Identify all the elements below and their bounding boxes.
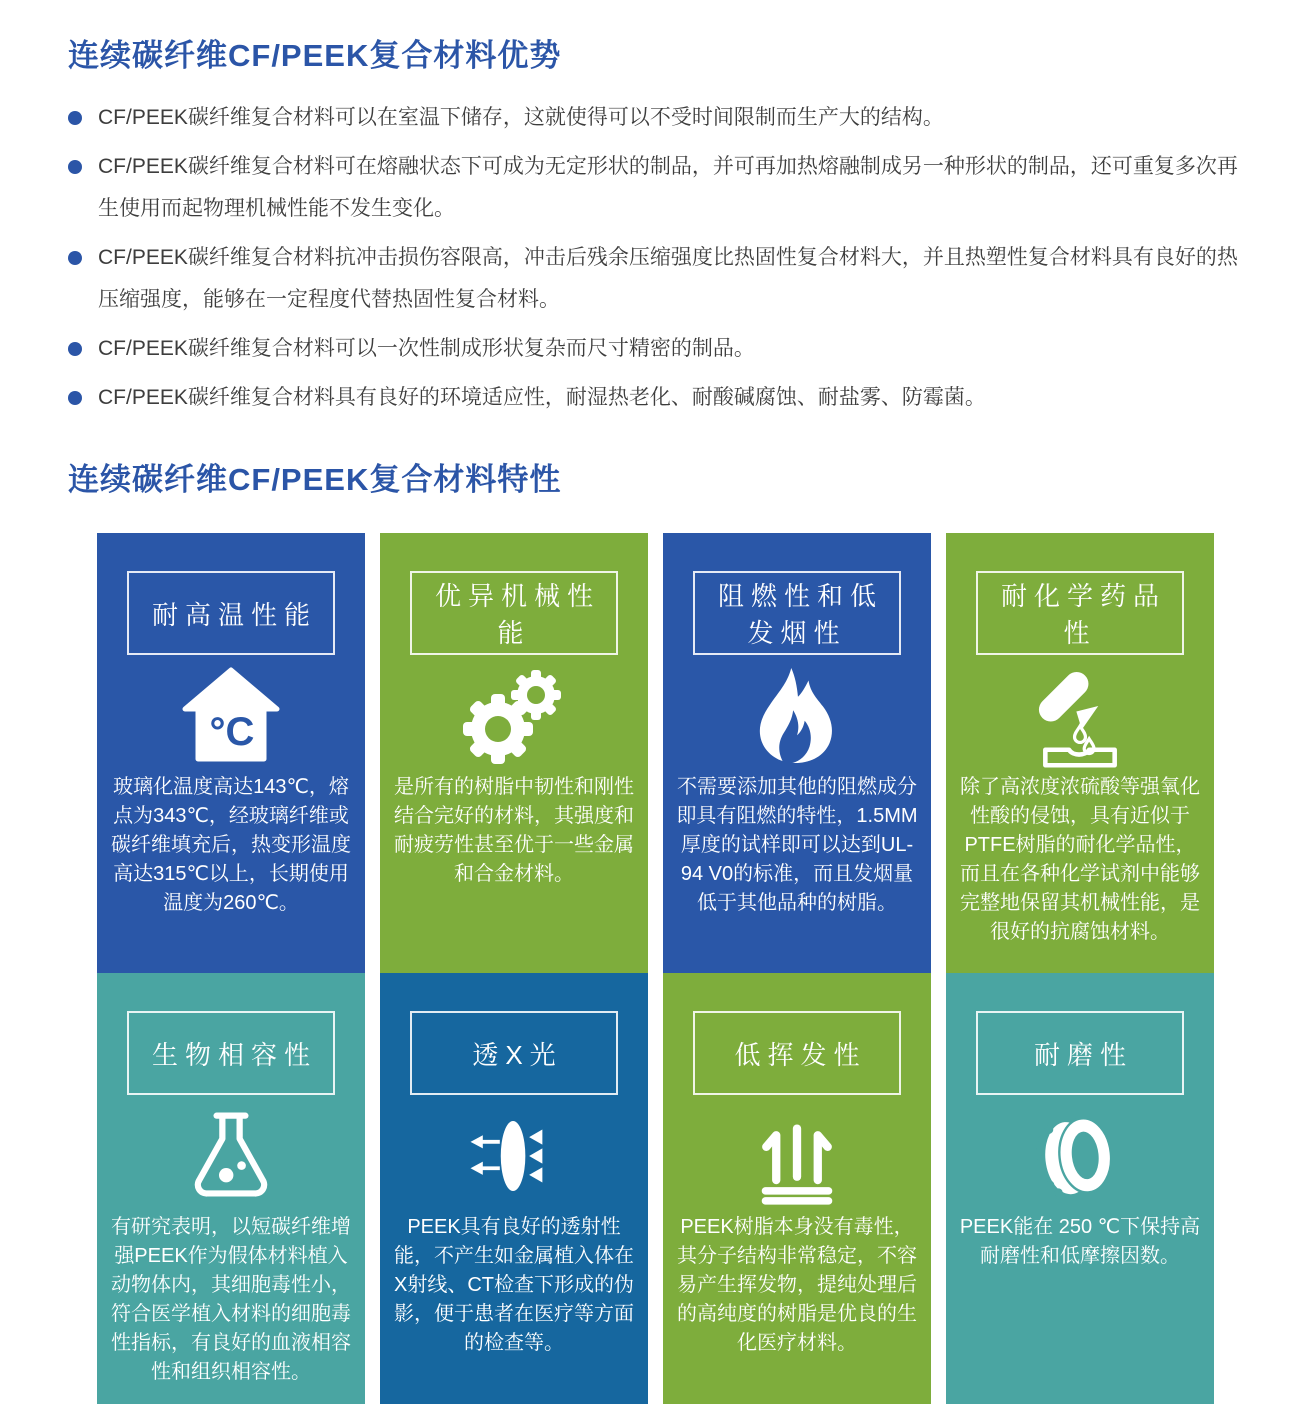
card-title-box [976,1011,1184,1095]
bullet-item [68,97,1238,139]
card-title-box [127,571,335,655]
flame-icon [663,663,931,769]
feature-card-mechanical [380,533,648,973]
bullet-dot-icon [68,342,82,356]
feature-card-chemical-resistance [946,533,1214,973]
bullet-item [68,377,1238,419]
card-text: 玻璃化温度高达143℃，熔点为343℃，经玻璃纤维或碳纤维填充后，热变形温度高达315℃以上，长期使用温度为260℃。 [111,776,351,914]
card-text: PEEK能在 250 ℃下保持高耐磨性和低摩擦因数。 [959,1216,1201,1267]
bullet-text: CF/PEEK碳纤维复合材料可以在室温下储存，这就使得可以不受时间限制而生产大的结构。 [98,106,944,129]
card-title-box [693,1011,901,1095]
feature-card-low-volatility [663,973,931,1404]
house-temperature-icon [97,663,365,769]
card-title-box [410,1011,618,1095]
card-text: PEEK具有良好的透射性能，不产生如金属植入体在X射线、CT检查下形成的伪影，便于患者在医疗等方面的检查等。 [394,1216,634,1354]
card-title: 耐磨性 [1033,1039,1133,1070]
card-title: 生物相容性 [151,1039,317,1070]
features-section-title: 连续碳纤维CF/PEEK复合材料特性 [68,462,562,497]
chemical-test-tube-icon [946,663,1214,769]
card-text: 是所有的树脂中韧性和刚性结合完好的材料，其强度和耐疲劳性甚至优于一些金属和合金材料。 [394,776,634,885]
tire-icon [946,1103,1214,1209]
card-title: 耐化学药品性 [1000,581,1166,648]
card-title: 阻燃性和低发烟性 [717,581,883,648]
bullet-text: CF/PEEK碳纤维复合材料可以一次性制成形状复杂而尺寸精密的制品。 [98,337,755,360]
bullet-dot-icon [68,391,82,405]
bullet-text: CF/PEEK碳纤维复合材料具有良好的环境适应性，耐湿热老化、耐酸碱腐蚀、耐盐雾、防霉菌。 [98,386,986,409]
feature-card-heat-resistance [97,533,365,973]
bullet-item [68,146,1238,230]
gears-icon [380,663,648,769]
feature-cards-grid [97,533,1300,1404]
card-title-box [693,571,901,655]
feature-card-biocompatibility [97,973,365,1404]
card-title: 透X光 [472,1039,563,1070]
bullet-text: CF/PEEK碳纤维复合材料抗冲击损伤容限高，冲击后残余压缩强度比热固性复合材料大，并且热塑性复合材料具有良好的热压缩强度，能够在一定程度代替热固性复合材料。 [98,246,1238,311]
card-title-box [410,571,618,655]
flask-icon [97,1103,365,1209]
feature-card-wear-resistance [946,973,1214,1404]
card-text: 除了高浓度浓硫酸等强氧化性酸的侵蚀，具有近似于PTFE树脂的耐化学品性，而且在各种化学试剂中能够完整地保留其机械性能，是很好的抗腐蚀材料。 [960,776,1200,943]
bullet-text: CF/PEEK碳纤维复合材料可在熔融状态下可成为无定形状的制品，并可再加热熔融制成另一种形状的制品，还可重复多次再生使用而起物理机械性能不发生变化。 [98,155,1238,220]
card-text: PEEK树脂本身没有毒性，其分子结构非常稳定，不容易产生挥发物，提纯处理后的高纯度的树脂是优良的生化医疗材料。 [677,1216,917,1354]
advantages-section-title: 连续碳纤维CF/PEEK复合材料优势 [68,38,562,73]
bullet-dot-icon [68,251,82,265]
card-text: 不需要添加其他的阻燃成分即具有阻燃的特性，1.5MM厚度的试样即可以达到UL-94 V0的标准，而且发烟量低于其他品种的树脂。 [676,776,918,914]
celsius-label: °C [209,710,255,754]
bullet-dot-icon [68,111,82,125]
bullet-item [68,237,1238,321]
card-title: 耐高温性能 [151,599,317,630]
bullet-item [68,328,1238,370]
card-title: 优异机械性能 [434,581,600,648]
advantages-bullet-list [68,97,1238,419]
card-text: 有研究表明，以短碳纤维增强PEEK作为假体材料植入动物体内，其细胞毒性小，符合医学植入材料的细胞毒性指标，有良好的血液相容性和组织相容性。 [111,1216,351,1383]
card-title-box [976,571,1184,655]
evaporation-arrows-icon [663,1103,931,1209]
xray-lens-icon [380,1103,648,1209]
card-title-box [127,1011,335,1095]
card-title: 低挥发性 [734,1039,867,1070]
feature-card-xray-transparent [380,973,648,1404]
feature-card-flame-retardant [663,533,931,973]
bullet-dot-icon [68,160,82,174]
